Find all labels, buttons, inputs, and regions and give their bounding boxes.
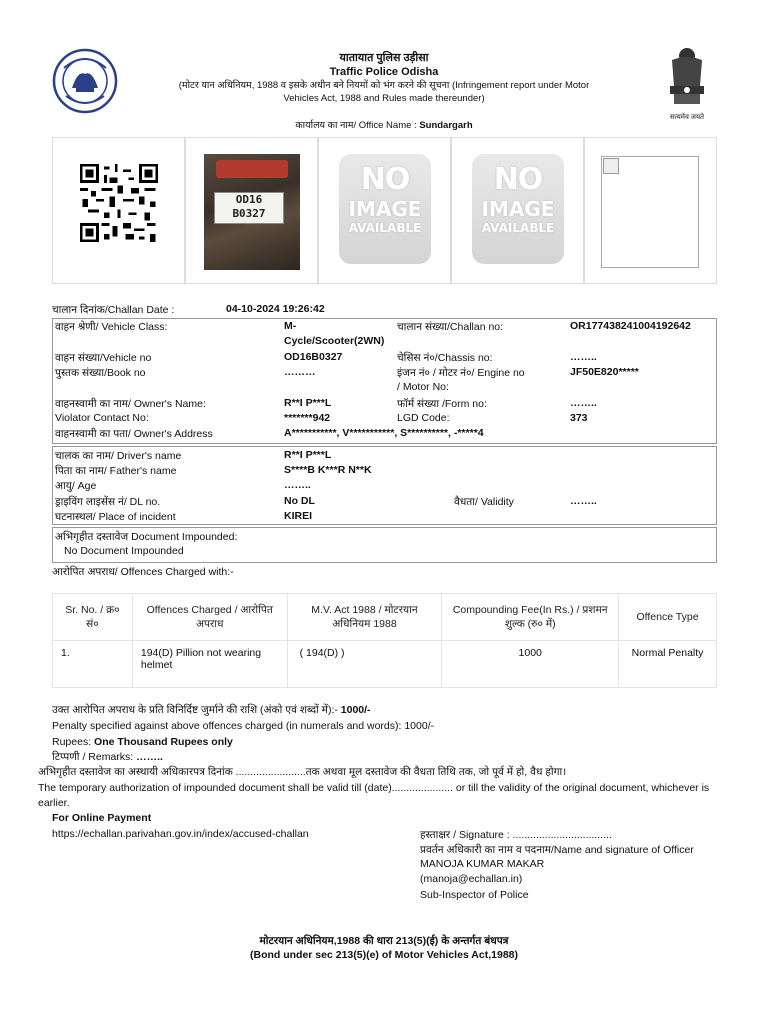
page-header	[0, 50, 768, 105]
no-image-text-3: AVAILABLE	[481, 221, 555, 235]
col-offence: Offences Charged / आरोपित अपराध	[132, 594, 287, 641]
col-mv-act: M.V. Act 1988 / मोटरयान अधिनियम 1988	[287, 594, 442, 641]
impounded-value: No Document Impounded	[64, 545, 184, 557]
father-name-value: S****B K***R N**K	[284, 464, 372, 476]
col-sr-no: Sr. No. / क्र० सं०	[53, 594, 133, 641]
place-label: घटनास्थल/ Place of incident	[55, 511, 176, 523]
officer-email: (manoja@echallan.in)	[420, 873, 523, 885]
challan-no-label: चालान संख्या/Challan no:	[397, 321, 504, 333]
bond-title-hi: मोटरयान अधिनियम,1988 की धारा 213(5)(ई) के अन्तर्गत बंधपत्र	[259, 935, 509, 947]
temp-authorization-en: The temporary authorization of impounded document shall be valid till (date)..................... or till the validity of the original document, whichever is earlier.	[38, 782, 710, 809]
no-image-box-2	[451, 137, 584, 284]
validity-label: वैधता/ Validity	[454, 496, 514, 508]
vehicle-class-label: वाहन श्रेणी/ Vehicle Class:	[55, 321, 168, 333]
evidence-images	[52, 137, 717, 284]
challan-date-label: चालान दिनांक/Challan Date :	[52, 304, 175, 316]
vehicle-class-value-2: Cycle/Scooter(2WN)	[284, 335, 385, 347]
contact-value: *******942	[284, 412, 331, 424]
cell-mv-act: ( 194(D) )	[287, 641, 442, 688]
challan-date-value: 04-10-2024 19:26:42	[226, 303, 325, 315]
online-payment-link[interactable]: https://echallan.parivahan.gov.in/index/accused-challan	[52, 828, 309, 840]
place-value: KIREI	[284, 510, 313, 522]
driver-name-label: चालक का नाम/ Driver's name	[55, 450, 182, 462]
remarks-line	[52, 750, 732, 765]
engine-no-label-1: इंजन नं० / मोटर नं०/ Engine no	[397, 367, 525, 379]
engine-no-value: JF50E820*****	[570, 366, 639, 378]
chassis-value: ……..	[570, 351, 597, 363]
contact-label: Violator Contact No:	[55, 412, 149, 424]
cell-offence: 194(D) Pillion not wearing helmet	[132, 641, 287, 688]
no-image-text-3: AVAILABLE	[348, 221, 422, 235]
officer-name: MANOJA KUMAR MAKAR	[420, 858, 545, 870]
lgd-code-value: 373	[570, 412, 588, 424]
dl-no-value: No DL	[284, 495, 315, 507]
dl-no-label: ड्राइविंग लाइसेंस नं/ DL no.	[55, 496, 161, 508]
offences-table	[52, 593, 717, 688]
col-fee: Compounding Fee(In Rs.) / प्रशमन शुल्क (रु० में)	[442, 594, 619, 641]
plate-line-2: B0327	[232, 207, 266, 220]
office-name: Sundargarh	[419, 120, 473, 131]
owner-name-label: वाहनस्वामी का नाम/ Owner's Name:	[55, 398, 206, 410]
penalty-hi-label: उक्त आरोपित अपराध के प्रति विनिर्दिष्ट जुर्माने की राशि (अंको एवं शब्दों में):-	[52, 704, 341, 716]
officer-name-label: प्रवर्तन अधिकारी का नाम व पदनाम/Name and signature of Officer	[420, 844, 694, 856]
validity-value: ……..	[570, 495, 597, 507]
title-english: Traffic Police Odisha	[329, 66, 439, 78]
vehicle-details-box	[52, 318, 717, 444]
bond-title-en: (Bond under sec 213(5)(e) of Motor Vehicles Act,1988)	[249, 949, 518, 961]
office-name-line	[0, 118, 768, 131]
signature-line: हस्ताक्षर / Signature : ..................................	[420, 829, 612, 841]
lgd-code-label: LGD Code:	[397, 412, 450, 424]
no-image-text-1: NO	[493, 162, 543, 197]
broken-image-icon	[603, 158, 619, 174]
rupees-value: One Thousand Rupees only	[94, 736, 233, 748]
no-image-placeholder	[339, 154, 431, 264]
office-label: कार्यालय का नाम/ Office Name :	[295, 120, 420, 131]
book-no-value: ………	[284, 366, 316, 378]
cell-fee: 1000	[442, 641, 619, 688]
no-image-placeholder	[472, 154, 564, 264]
qr-code-box	[52, 137, 185, 284]
penalty-amount-hi	[52, 703, 732, 718]
challan-no-value: OR177438241004192642	[570, 320, 691, 332]
vehicle-plate-photo	[204, 154, 300, 270]
cell-type: Normal Penalty	[619, 641, 717, 688]
plate-line-1: OD16	[235, 193, 263, 206]
emblem-caption: सत्यमेव जयते	[669, 114, 705, 121]
no-image-text-1: NO	[360, 162, 410, 197]
offences-header-row	[53, 594, 717, 641]
number-plate	[214, 192, 284, 224]
rupees-label: Rupees:	[52, 736, 95, 748]
remarks-value: ……..	[136, 751, 163, 763]
vehicle-no-value: OD16B0327	[284, 351, 343, 363]
qr-code	[80, 164, 158, 242]
engine-no-label-2: / Motor No:	[397, 381, 449, 393]
table-row	[53, 641, 717, 688]
book-no-label: पुस्तक संख्या/Book no	[55, 367, 146, 379]
tail-light	[216, 160, 288, 178]
remarks-label: टिप्पणी / Remarks:	[52, 751, 137, 763]
impounded-label: अभिगृहीत दस्तावेज Document Impounded:	[55, 531, 238, 543]
owner-name-value: R**I P***L	[284, 397, 332, 409]
vehicle-class-value-1: M-	[284, 320, 297, 332]
penalty-amount-en: Penalty specified against above offences charged (in numerals and words): 1000/-	[52, 720, 435, 732]
rupees-line	[52, 735, 732, 750]
vehicle-no-label: वाहन संख्या/Vehicle no	[55, 352, 152, 364]
no-image-text-2: IMAGE	[348, 197, 422, 221]
owner-address-label: वाहनस्वामी का पता/ Owner's Address	[55, 428, 213, 440]
temp-authorization-hi: अभिगृहीत दस्तावेज का अस्थायी अधिकारपत्र दिनांक ........................तक अथवा मूल दस्तावेज की वैधता तिथि तक, जो पूर्व में हो, वैध होगा।	[38, 766, 567, 778]
broken-image-box	[584, 137, 717, 284]
subtitle: (मोटर यान अधिनियम, 1988 व इसके अधीन बने नियमों को भंग करने की सूचना (Infringement report under Motor Vehicles Act, 1988 and Rules made thereunder)	[178, 80, 590, 104]
officer-designation: Sub-Inspector of Police	[420, 889, 529, 901]
form-no-label: फॉर्म संख्या /Form no:	[397, 398, 487, 410]
broken-image	[601, 156, 699, 268]
driver-name-value: R**I P***L	[284, 449, 332, 461]
chassis-label: चेसिस नं०/Chassis no:	[397, 352, 493, 364]
online-payment-label: For Online Payment	[52, 812, 152, 824]
no-image-text-2: IMAGE	[481, 197, 555, 221]
father-name-label: पिता का नाम/ Father's name	[55, 465, 177, 477]
offences-heading: आरोपित अपराध/ Offences Charged with:-	[52, 566, 234, 578]
age-label: आयु/ Age	[55, 480, 97, 492]
vehicle-plate-photo-box	[185, 137, 318, 284]
form-no-value: ……..	[570, 397, 597, 409]
col-type: Offence Type	[619, 594, 717, 641]
no-image-box-1	[318, 137, 451, 284]
age-value: ……..	[284, 479, 311, 491]
penalty-hi-value: 1000/-	[340, 704, 371, 716]
title-hindi: यातायात पुलिस उड़ीसा	[339, 52, 429, 64]
owner-address-value: A***********, V***********, S**********, -*****4	[284, 427, 484, 439]
cell-sr-no: 1.	[53, 641, 133, 688]
